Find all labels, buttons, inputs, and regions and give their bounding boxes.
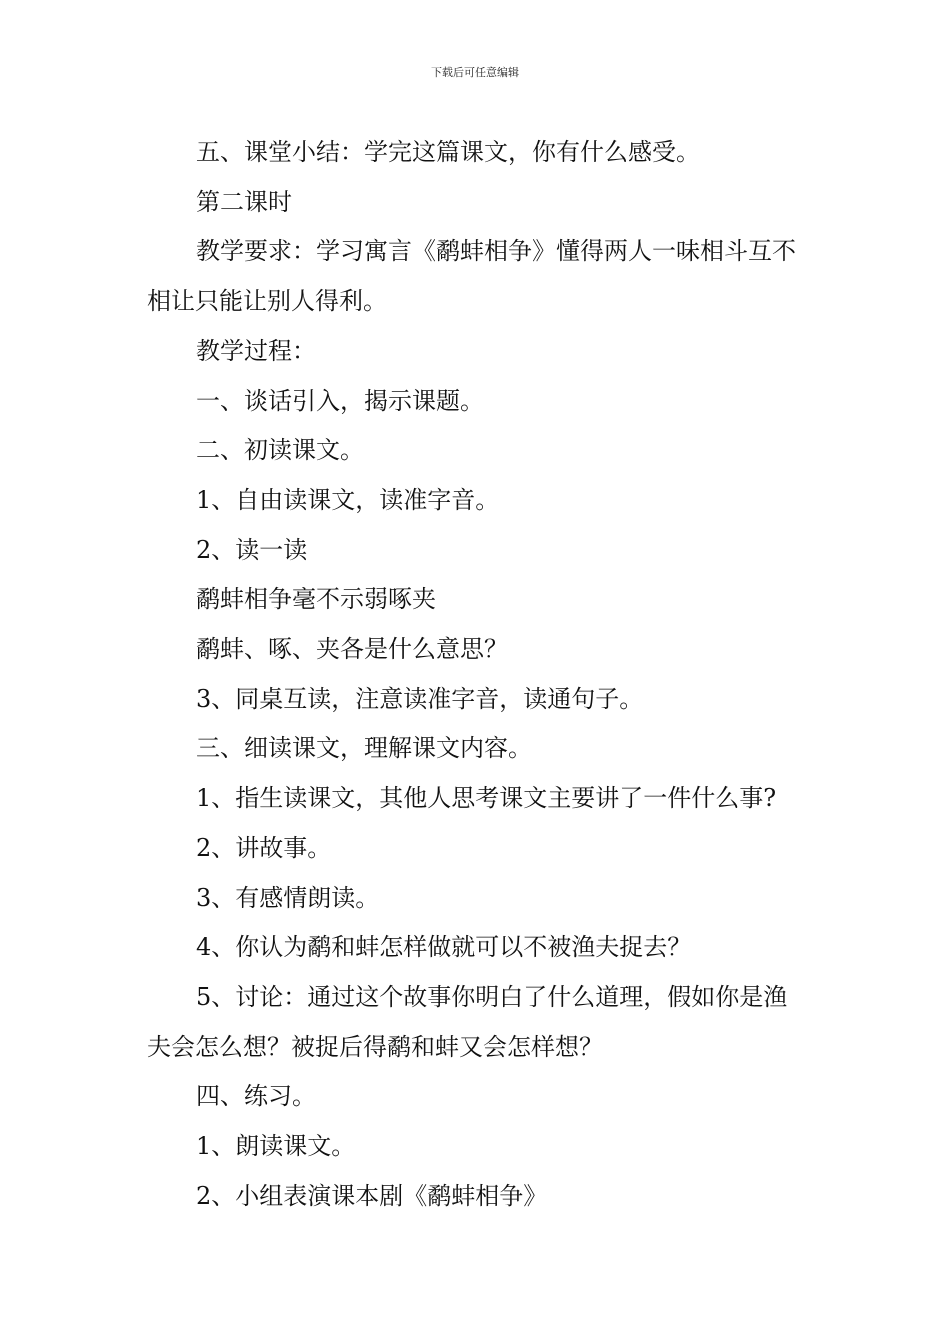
document-body	[147, 128, 807, 1221]
paragraph-second-lesson: 第二课时	[196, 187, 292, 216]
paragraph-vocabulary: 鹬蚌相争毫不示弱啄夹	[196, 585, 436, 614]
paragraph-discussion: 5、讨论：通过这个故事你明白了什么道理，假如你是渔夫会怎么想？被捉后得鹬和蚌又会怎样想？	[147, 982, 788, 1061]
paragraph-step-three: 三、细读课文，理解课文内容。	[196, 734, 532, 763]
paragraph-item: 1、指生读课文，其他人思考课文主要讲了一件什么事?	[196, 784, 777, 813]
paragraph-item: 2、小组表演课本剧《鹬蚌相争》	[196, 1181, 548, 1210]
paragraph-step-two: 二、初读课文。	[196, 436, 364, 465]
paragraph-summary: 五、课堂小结：学完这篇课文，你有什么感受。	[196, 138, 700, 166]
paragraph-step-four: 四、练习。	[196, 1082, 316, 1111]
paragraph-question: 鹬蚌、啄、夹各是什么意思？	[196, 635, 508, 664]
paragraph-item: 3、同桌互读，注意读准字音，读通句子。	[196, 684, 644, 713]
paragraph-item: 2、读一读	[196, 535, 308, 564]
paragraph-item: 1、自由读课文，读准字音。	[196, 485, 500, 514]
page-header-note: 下载后可任意编辑	[431, 66, 519, 79]
paragraph-teaching-requirements: 教学要求：学习寓言《鹬蚌相争》懂得两人一味相斗互不相让只能让别人得利。	[147, 237, 796, 316]
paragraph-item: 4、你认为鹬和蚌怎样做就可以不被渔夫捉去？	[196, 933, 692, 962]
paragraph-teaching-process: 教学过程：	[196, 336, 316, 365]
paragraph-item: 3、有感情朗读。	[196, 883, 380, 912]
paragraph-item: 2、讲故事。	[196, 833, 332, 862]
paragraph-item: 1、朗读课文。	[196, 1132, 356, 1161]
paragraph-step-one: 一、谈话引入，揭示课题。	[196, 386, 484, 415]
